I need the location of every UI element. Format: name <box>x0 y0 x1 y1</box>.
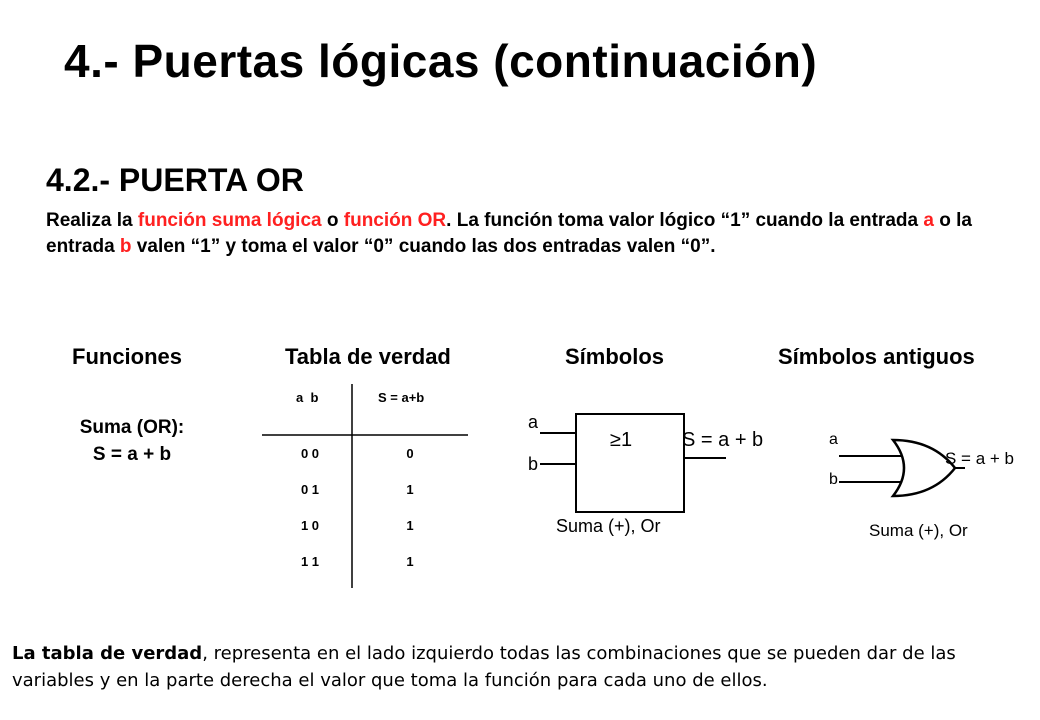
or-gate-iec-symbol <box>520 398 790 548</box>
input-b-label: b <box>829 471 838 488</box>
function-name: Suma (OR): <box>79 417 185 438</box>
table-header-output: S = a+b <box>378 390 425 405</box>
para-text: o <box>321 210 344 231</box>
footnote <box>12 640 1022 694</box>
para-text: o la entrada <box>46 210 972 257</box>
output-label: S = a + b <box>945 449 1014 468</box>
column-heading-tabla: Tabla de verdad <box>285 344 451 369</box>
para-highlight: a <box>923 210 934 231</box>
column-heading-funciones: Funciones <box>72 344 183 369</box>
table-cell-input: 0 1 <box>300 482 320 497</box>
column-heading-simbolos: Símbolos <box>565 344 665 369</box>
para-text: . La función toma valor lógico “1” cuando la entrada <box>446 210 924 231</box>
truth-table <box>250 380 470 592</box>
table-cell-output: 1 <box>406 554 414 569</box>
para-highlight: función suma lógica <box>137 210 322 231</box>
or-gate-old-symbol <box>815 420 1035 550</box>
symbol-caption: Suma (+), Or <box>556 516 661 536</box>
column-heading-antiguos: Símbolos antiguos <box>778 344 975 369</box>
para-text: Realiza la <box>46 210 138 231</box>
symbol-caption: Suma (+), Or <box>869 521 968 540</box>
input-a-label: a <box>528 412 539 432</box>
table-cell-input: 1 0 <box>300 518 320 533</box>
para-highlight: función OR <box>343 210 447 231</box>
para-text: valen “1” y toma el valor “0” cuando las dos entradas valen “0”. <box>131 236 716 257</box>
gate-function-label: ≥1 <box>610 429 633 451</box>
input-a-label: a <box>829 431 838 448</box>
section-title: 4.2.- PUERTA OR <box>46 162 304 198</box>
table-cell-output: 1 <box>406 482 414 497</box>
page-title: 4.- Puertas lógicas (continuación) <box>64 35 818 87</box>
table-cell-output: 0 <box>406 446 414 461</box>
output-label: S = a + b <box>682 429 764 451</box>
input-b-label: b <box>528 454 539 474</box>
function-expression <box>52 414 212 468</box>
para-highlight: b <box>119 236 132 257</box>
table-cell-input: 0 0 <box>300 446 320 461</box>
description-paragraph <box>46 208 1006 260</box>
table-cell-output: 1 <box>406 518 414 533</box>
footnote-text: , representa en el lado izquierdo todas las combinaciones que se pueden dar de las variables y en la parte derecha el valor que toma la función para cada uno de ellos. <box>12 643 956 691</box>
table-cell-input: 1 1 <box>300 554 320 569</box>
function-formula: S = a + b <box>92 444 172 465</box>
table-header-inputs: a b <box>296 390 319 405</box>
footnote-bold: La tabla de verdad <box>12 643 203 664</box>
